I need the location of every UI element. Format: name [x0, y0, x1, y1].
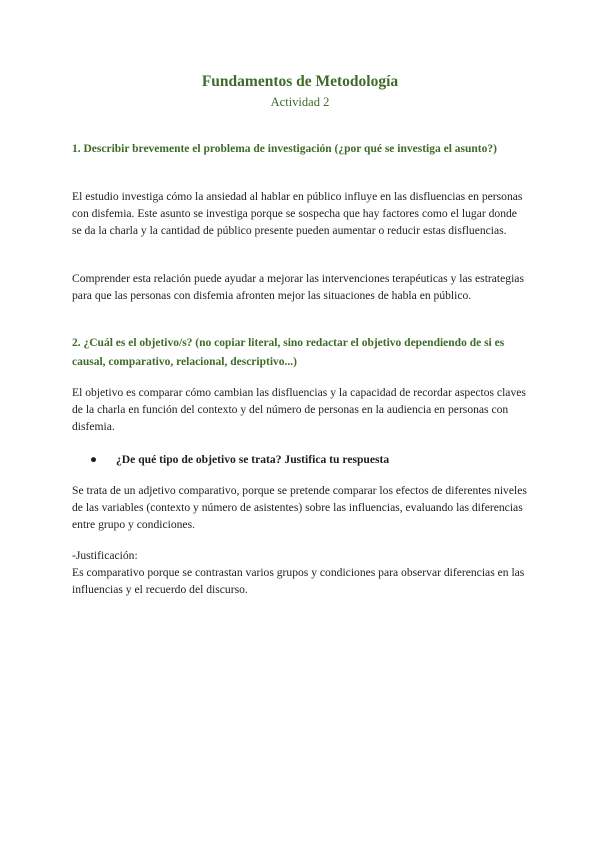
justification-text: Es comparativo porque se contrastan varios grupos y condiciones para observar diferencias en las influencias y el recuerdo del discurso.: [72, 566, 525, 596]
document-subtitle: Actividad 2: [270, 95, 330, 109]
question-1-heading: 1. Describir brevemente el problema de investigación (¿por qué se investiga el asunto?): [72, 143, 497, 155]
question-1-paragraph-1: El estudio investiga cómo la ansiedad al hablar en público influye en las disfluencias en personas con disfemia. Este asunto se investiga porque se sospecha que hay factores como el lugar donde se da la charla y la cantidad de público presente pueden aumentar o reducir estas disfluencias.: [72, 190, 523, 237]
justification-label: -Justificación:: [72, 549, 138, 562]
question-2-heading: 2. ¿Cuál es el objetivo/s? (no copiar literal, sino redactar el objetivo dependiendo de si es causal, comparativo, relacional, descriptivo...): [72, 337, 505, 368]
objective-type-question: ¿De qué tipo de objetivo se trata? Justifica tu respuesta: [116, 453, 390, 466]
question-2-paragraph-2: Se trata de un adjetivo comparativo, porque se pretende comparar los efectos de diferentes niveles de las variables (contexto y número de asistentes) sobre las influencias, evaluando las diferencias entre grupo y condiciones.: [72, 484, 527, 531]
question-1-paragraph-2: Comprender esta relación puede ayudar a mejorar las intervenciones terapéuticas y las estrategias para que las personas con disfemia afronten mejor las situaciones de habla en público.: [72, 272, 524, 302]
question-2-paragraph-1: El objetivo es comparar cómo cambian las disfluencias y la capacidad de recordar aspectos claves de la charla en función del contexto y del número de personas en la audiencia en personas con disfemia.: [72, 386, 526, 433]
document-title: Fundamentos de Metodología: [201, 73, 399, 90]
bullet-icon: ●: [90, 453, 98, 466]
